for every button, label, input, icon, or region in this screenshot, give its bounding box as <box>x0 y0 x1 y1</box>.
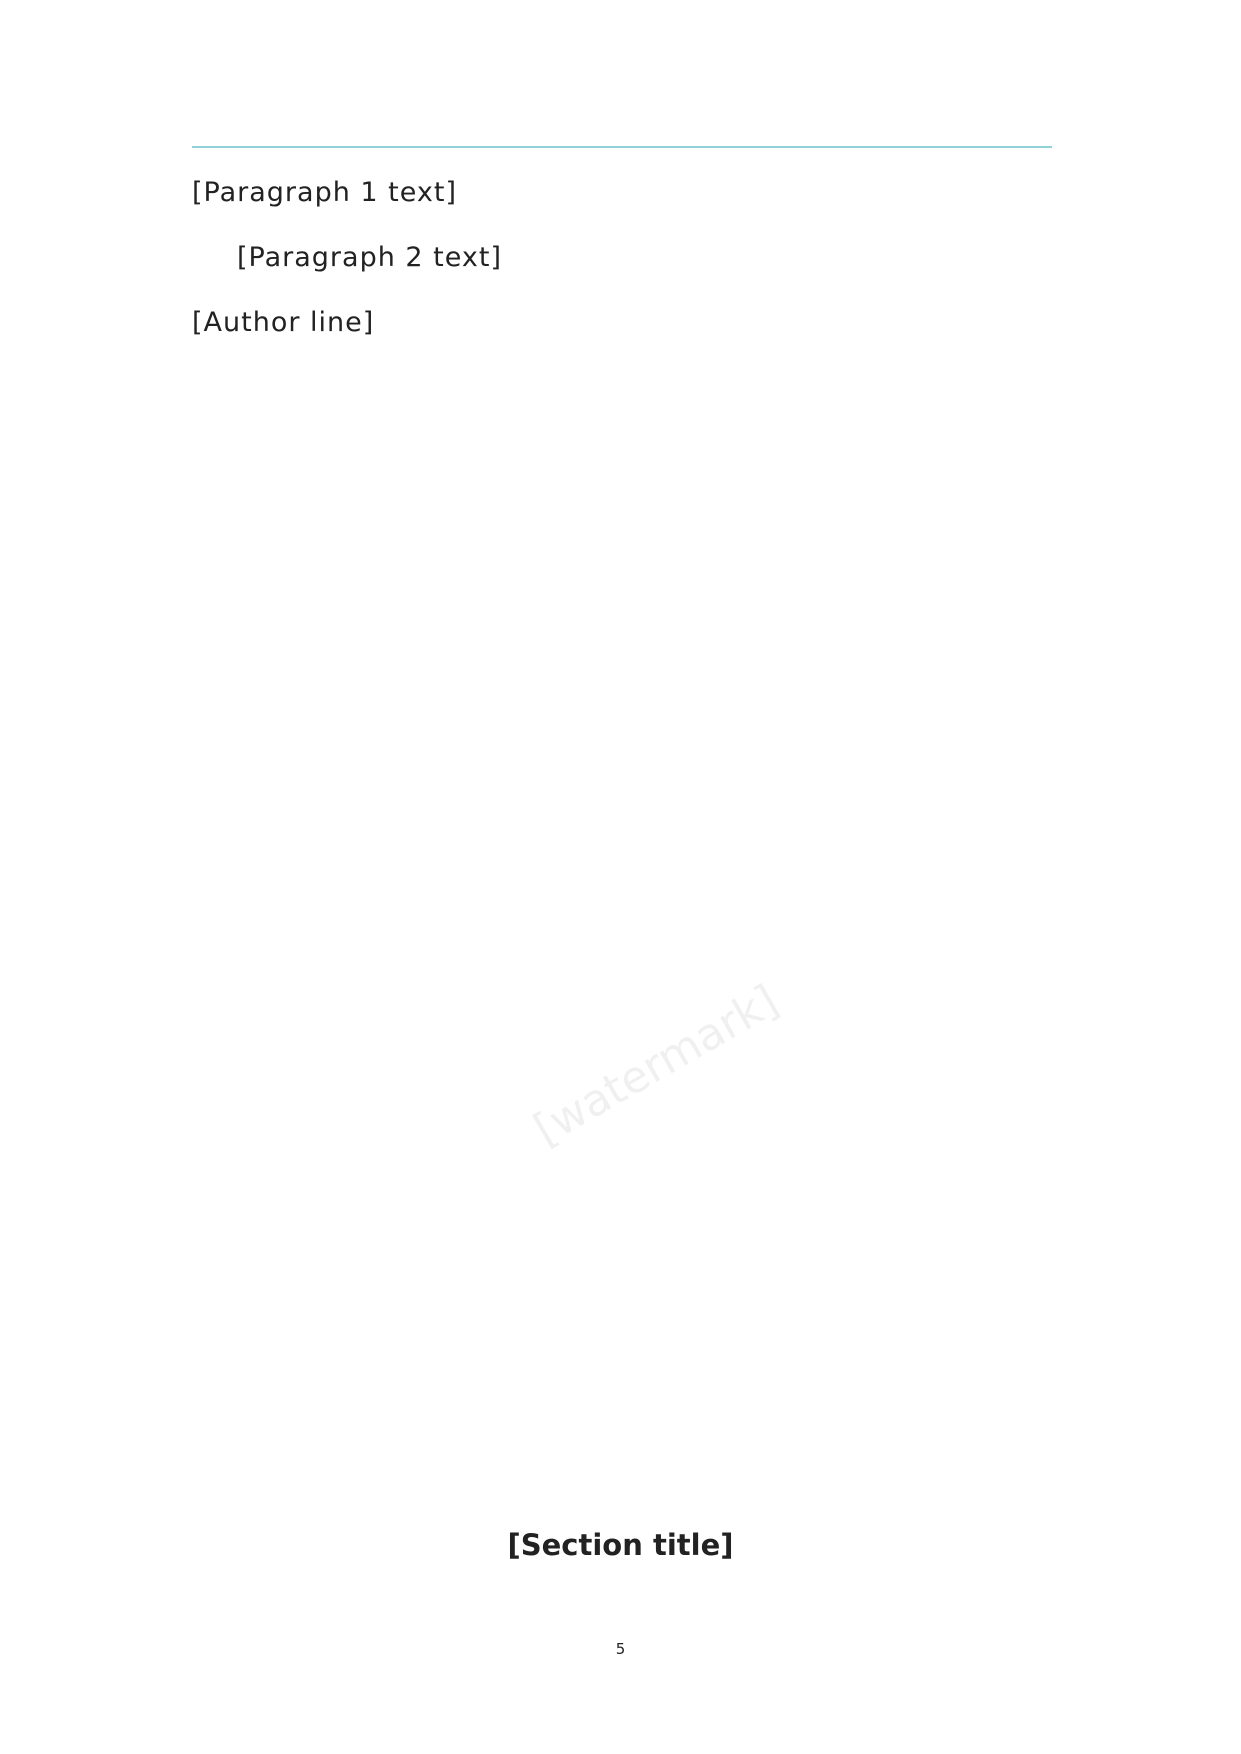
section-title: [Section title] <box>507 1528 734 1562</box>
paragraph: [Paragraph 1 text] <box>192 177 457 208</box>
page-number: 5 <box>615 1640 626 1658</box>
header-rule <box>192 146 1052 148</box>
paragraph: [Paragraph 2 text] <box>237 242 502 273</box>
document-body <box>192 160 1054 355</box>
watermark: [watermark] <box>525 975 787 1156</box>
author-note: [Author line] <box>192 307 375 338</box>
